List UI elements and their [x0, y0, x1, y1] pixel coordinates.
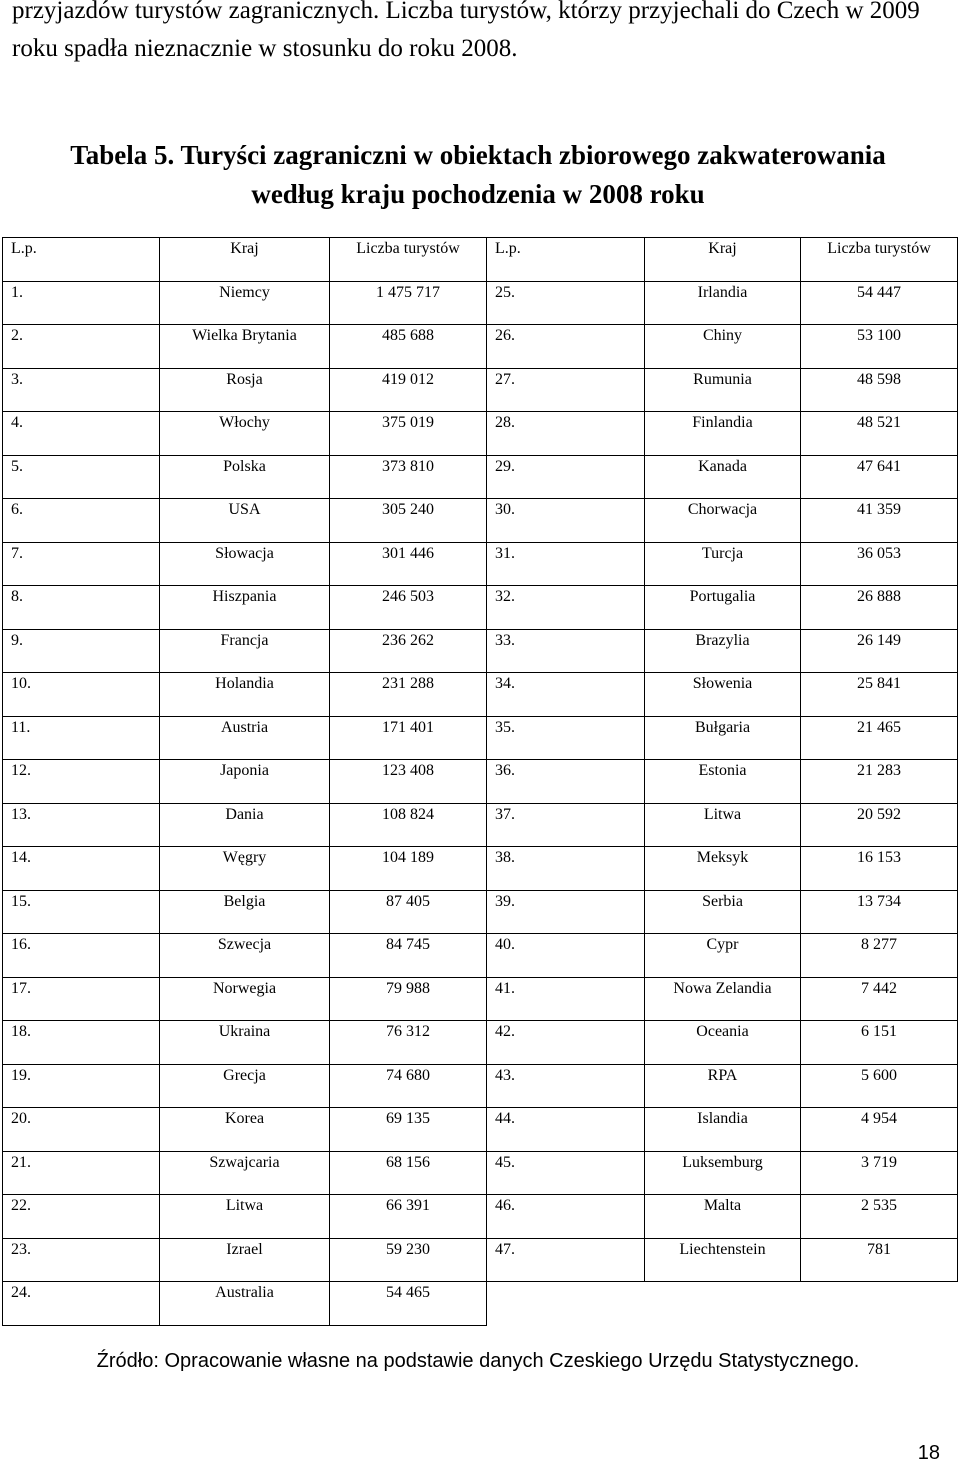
count-cell: 373 810 — [330, 455, 487, 499]
lp-cell: 27. — [487, 368, 645, 412]
country-cell: Portugalia — [645, 586, 801, 630]
lp-cell: 3. — [3, 368, 160, 412]
count-cell: 4 954 — [801, 1108, 958, 1152]
count-cell: 69 135 — [330, 1108, 487, 1152]
table-row — [3, 1195, 958, 1239]
count-cell: 7 442 — [801, 977, 958, 1021]
country-cell: Bułgaria — [645, 716, 801, 760]
count-cell: 5 600 — [801, 1064, 958, 1108]
count-cell: 74 680 — [330, 1064, 487, 1108]
lp-cell: 31. — [487, 542, 645, 586]
count-cell: 21 283 — [801, 760, 958, 804]
country-cell: Grecja — [160, 1064, 330, 1108]
country-cell: Ukraina — [160, 1021, 330, 1065]
count-cell: 1 475 717 — [330, 281, 487, 325]
count-cell: 8 277 — [801, 934, 958, 978]
table-row — [3, 760, 958, 804]
lp-cell: 18. — [3, 1021, 160, 1065]
lp-cell: 2. — [3, 325, 160, 369]
count-cell: 26 149 — [801, 629, 958, 673]
lp-cell: 26. — [487, 325, 645, 369]
country-cell: Litwa — [645, 803, 801, 847]
count-cell: 13 734 — [801, 890, 958, 934]
count-cell: 87 405 — [330, 890, 487, 934]
table-row — [3, 412, 958, 456]
count-cell: 305 240 — [330, 499, 487, 543]
table-row — [3, 1021, 958, 1065]
table-row — [3, 1064, 958, 1108]
lp-cell: 10. — [3, 673, 160, 717]
country-cell: USA — [160, 499, 330, 543]
count-cell: 16 153 — [801, 847, 958, 891]
country-cell: Izrael — [160, 1238, 330, 1282]
country-cell: Litwa — [160, 1195, 330, 1239]
table-row — [3, 629, 958, 673]
count-cell: 375 019 — [330, 412, 487, 456]
country-cell: Niemcy — [160, 281, 330, 325]
lp-cell — [487, 1282, 645, 1326]
count-cell: 20 592 — [801, 803, 958, 847]
country-cell: Norwegia — [160, 977, 330, 1021]
lp-cell: 25. — [487, 281, 645, 325]
table-row — [3, 847, 958, 891]
table-title — [0, 136, 956, 214]
country-cell: Węgry — [160, 847, 330, 891]
lp-cell: 24. — [3, 1282, 160, 1326]
lp-cell: 46. — [487, 1195, 645, 1239]
count-cell: 79 988 — [330, 977, 487, 1021]
country-cell: Włochy — [160, 412, 330, 456]
table-row — [3, 977, 958, 1021]
country-cell — [645, 1282, 801, 1326]
header-country-1: Kraj — [160, 238, 330, 282]
country-cell: Belgia — [160, 890, 330, 934]
count-cell: 246 503 — [330, 586, 487, 630]
count-cell: 3 719 — [801, 1151, 958, 1195]
count-cell: 41 359 — [801, 499, 958, 543]
country-cell: Dania — [160, 803, 330, 847]
lp-cell: 40. — [487, 934, 645, 978]
country-cell: Hiszpania — [160, 586, 330, 630]
lp-cell: 44. — [487, 1108, 645, 1152]
table-row — [3, 716, 958, 760]
country-cell: Cypr — [645, 934, 801, 978]
count-cell: 25 841 — [801, 673, 958, 717]
lp-cell: 23. — [3, 1238, 160, 1282]
lp-cell: 6. — [3, 499, 160, 543]
count-cell — [801, 1282, 958, 1326]
country-cell: Luksemburg — [645, 1151, 801, 1195]
table-row — [3, 586, 958, 630]
table-row — [3, 499, 958, 543]
table-header — [3, 238, 958, 282]
lp-cell: 9. — [3, 629, 160, 673]
lp-cell: 16. — [3, 934, 160, 978]
lp-cell: 7. — [3, 542, 160, 586]
lp-cell: 32. — [487, 586, 645, 630]
country-cell: Szwecja — [160, 934, 330, 978]
header-lp-1: L.p. — [3, 238, 160, 282]
country-cell: Oceania — [645, 1021, 801, 1065]
count-cell: 781 — [801, 1238, 958, 1282]
country-cell: Islandia — [645, 1108, 801, 1152]
count-cell: 21 465 — [801, 716, 958, 760]
count-cell: 59 230 — [330, 1238, 487, 1282]
table-row — [3, 934, 958, 978]
country-cell: Słowacja — [160, 542, 330, 586]
header-country-2: Kraj — [645, 238, 801, 282]
count-cell: 26 888 — [801, 586, 958, 630]
country-cell: Rumunia — [645, 368, 801, 412]
count-cell: 6 151 — [801, 1021, 958, 1065]
country-cell: Chiny — [645, 325, 801, 369]
country-cell: Meksyk — [645, 847, 801, 891]
country-cell: Turcja — [645, 542, 801, 586]
count-cell: 485 688 — [330, 325, 487, 369]
intro-paragraph: przyjazdów turystów zagranicznych. Liczba turystów, którzy przyjechali do Czech w 2009 roku spadła nieznacznie w stosunku do roku 2008. — [12, 0, 920, 62]
lp-cell: 20. — [3, 1108, 160, 1152]
count-cell: 48 598 — [801, 368, 958, 412]
table-row — [3, 542, 958, 586]
lp-cell: 45. — [487, 1151, 645, 1195]
count-cell: 36 053 — [801, 542, 958, 586]
country-cell: Estonia — [645, 760, 801, 804]
lp-cell: 12. — [3, 760, 160, 804]
lp-cell: 35. — [487, 716, 645, 760]
lp-cell: 30. — [487, 499, 645, 543]
table-row — [3, 325, 958, 369]
lp-cell: 5. — [3, 455, 160, 499]
table-row — [3, 1108, 958, 1152]
lp-cell: 22. — [3, 1195, 160, 1239]
lp-cell: 28. — [487, 412, 645, 456]
table-row — [3, 803, 958, 847]
header-row — [3, 238, 958, 282]
count-cell: 419 012 — [330, 368, 487, 412]
country-cell: Austria — [160, 716, 330, 760]
lp-cell: 34. — [487, 673, 645, 717]
count-cell: 2 535 — [801, 1195, 958, 1239]
count-cell: 123 408 — [330, 760, 487, 804]
count-cell: 301 446 — [330, 542, 487, 586]
lp-cell: 39. — [487, 890, 645, 934]
source-note: Źródło: Opracowanie własne na podstawie danych Czeskiego Urzędu Statystycznego. — [96, 1350, 860, 1372]
lp-cell: 8. — [3, 586, 160, 630]
table-row — [3, 673, 958, 717]
count-cell: 53 100 — [801, 325, 958, 369]
header-count-2: Liczba turystów — [801, 238, 958, 282]
table-row — [3, 1151, 958, 1195]
count-cell: 47 641 — [801, 455, 958, 499]
count-cell: 54 447 — [801, 281, 958, 325]
lp-cell: 11. — [3, 716, 160, 760]
count-cell: 68 156 — [330, 1151, 487, 1195]
count-cell: 48 521 — [801, 412, 958, 456]
lp-cell: 17. — [3, 977, 160, 1021]
table-title-line-1: Tabela 5. Turyści zagraniczni w obiektach zbiorowego zakwaterowania — [70, 140, 886, 170]
lp-cell: 38. — [487, 847, 645, 891]
country-cell: Korea — [160, 1108, 330, 1152]
lp-cell: 13. — [3, 803, 160, 847]
lp-cell: 14. — [3, 847, 160, 891]
country-cell: Francja — [160, 629, 330, 673]
table-row — [3, 281, 958, 325]
count-cell: 108 824 — [330, 803, 487, 847]
count-cell: 66 391 — [330, 1195, 487, 1239]
country-cell: Australia — [160, 1282, 330, 1326]
lp-cell: 36. — [487, 760, 645, 804]
lp-cell: 37. — [487, 803, 645, 847]
country-cell: Holandia — [160, 673, 330, 717]
country-cell: Serbia — [645, 890, 801, 934]
country-cell: Brazylia — [645, 629, 801, 673]
header-lp-2: L.p. — [487, 238, 645, 282]
table-row — [3, 890, 958, 934]
country-cell: Polska — [160, 455, 330, 499]
country-cell: Chorwacja — [645, 499, 801, 543]
country-cell: Nowa Zelandia — [645, 977, 801, 1021]
page-number: 18 — [917, 1442, 940, 1464]
lp-cell: 29. — [487, 455, 645, 499]
lp-cell: 21. — [3, 1151, 160, 1195]
country-cell: Kanada — [645, 455, 801, 499]
count-cell: 236 262 — [330, 629, 487, 673]
count-cell: 231 288 — [330, 673, 487, 717]
count-cell: 54 465 — [330, 1282, 487, 1326]
count-cell: 84 745 — [330, 934, 487, 978]
country-cell: Rosja — [160, 368, 330, 412]
lp-cell: 4. — [3, 412, 160, 456]
count-cell: 104 189 — [330, 847, 487, 891]
country-cell: RPA — [645, 1064, 801, 1108]
country-cell: Liechtenstein — [645, 1238, 801, 1282]
count-cell: 171 401 — [330, 716, 487, 760]
country-cell: Finlandia — [645, 412, 801, 456]
country-cell: Japonia — [160, 760, 330, 804]
lp-cell: 15. — [3, 890, 160, 934]
lp-cell: 42. — [487, 1021, 645, 1065]
lp-cell: 41. — [487, 977, 645, 1021]
country-cell: Szwajcaria — [160, 1151, 330, 1195]
country-cell: Malta — [645, 1195, 801, 1239]
table-title-line-2: według kraju pochodzenia w 2008 roku — [251, 179, 705, 209]
table-row — [3, 455, 958, 499]
lp-cell: 47. — [487, 1238, 645, 1282]
lp-cell: 19. — [3, 1064, 160, 1108]
country-cell: Wielka Brytania — [160, 325, 330, 369]
lp-cell: 33. — [487, 629, 645, 673]
count-cell: 76 312 — [330, 1021, 487, 1065]
country-cell: Irlandia — [645, 281, 801, 325]
tourists-table — [2, 237, 958, 1326]
lp-cell: 1. — [3, 281, 160, 325]
table-row — [3, 1282, 958, 1326]
table-body — [3, 281, 958, 1325]
header-count-1: Liczba turystów — [330, 238, 487, 282]
table-row — [3, 368, 958, 412]
lp-cell: 43. — [487, 1064, 645, 1108]
country-cell: Słowenia — [645, 673, 801, 717]
table-row — [3, 1238, 958, 1282]
